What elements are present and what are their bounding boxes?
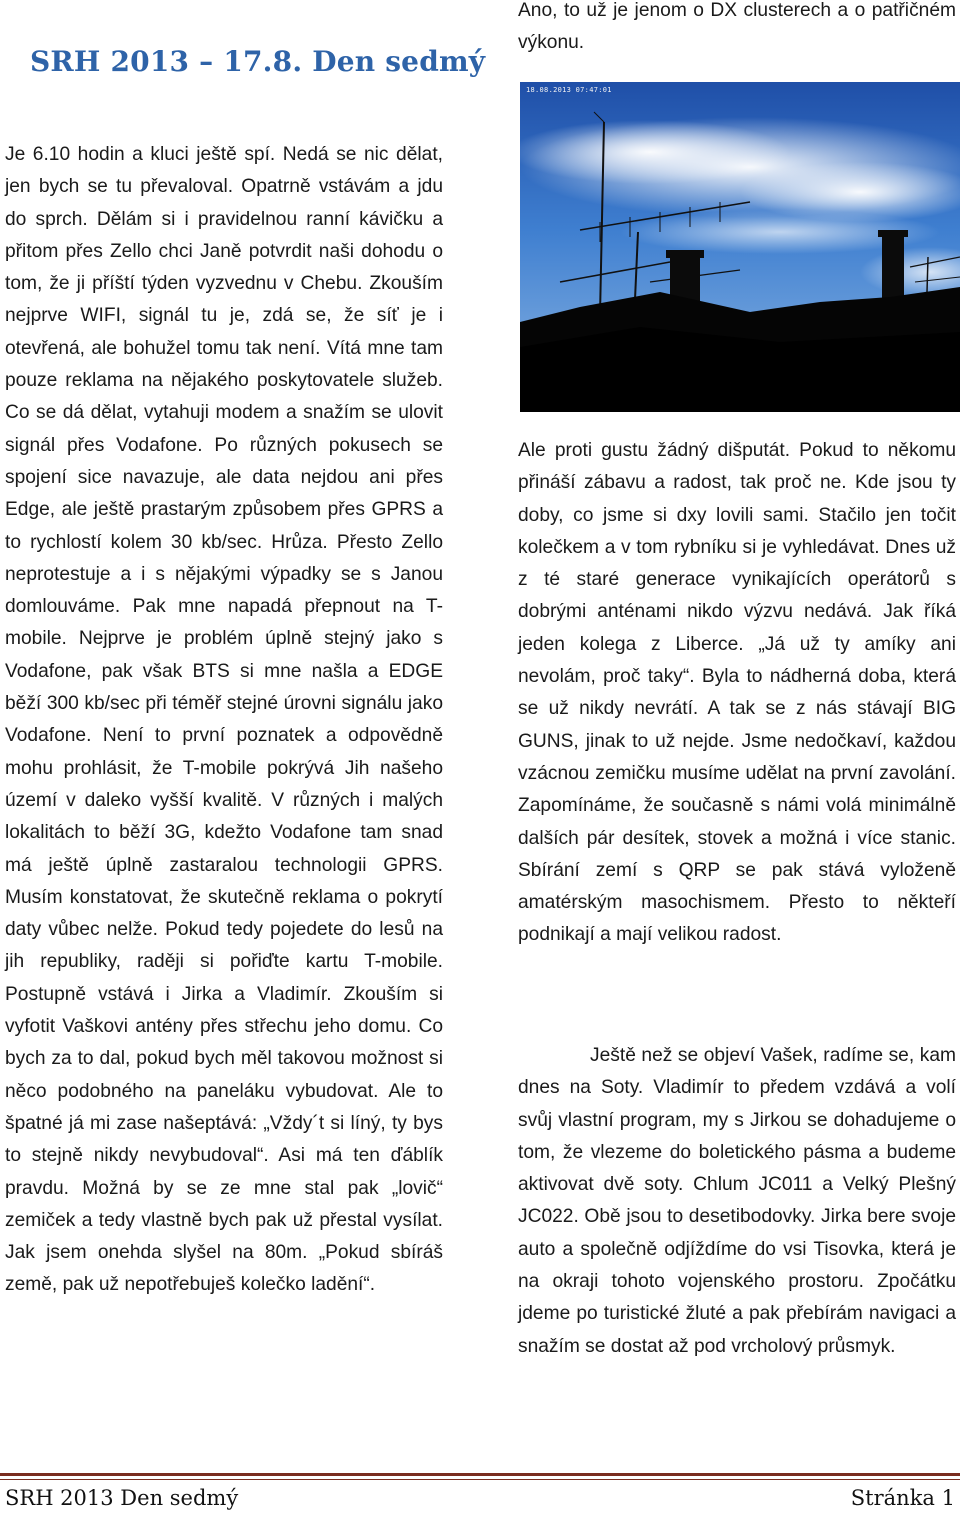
- right-column-intro-text: Ano, to už je jenom o DX clusterech a o patřičném výkonu.: [518, 0, 956, 54]
- right-column-paragraph-2: Ještě než se objeví Vašek, radíme se, kam dnes na Soty. Vladimír to předem vzdává a volí svůj vlastní program, my s Jirkou se dohadujeme o tom, že vlezeme do boletického pásma a budeme aktivovat dvě soty. Chlum JC011 a Velký Plešný JC022. Obě jsou to desetibodovky. Jirka bere svoje auto a společně odjíždíme do vsi Tisovka, která je na okraji tohoto vojenského prostoru. Zpočátku jdeme po turistické žluté a pak přebírám navigaci a snažím se dostat až pod vrcholový průsmyk.: [518, 1045, 956, 1357]
- footer-document-title: SRH 2013 Den sedmý: [5, 1486, 239, 1510]
- left-column-paragraph: Je 6.10 hodin a kluci ještě spí. Nedá se nic dělat, jen bych se tu převaloval. Opatrně vstávám a jdu do sprch. Dělám si i pravidelnou ranní kávičku a přitom přes Zello chci Janě potvrdit naši dohodu o tom, že ji příští týden vyzvednu v Chebu. Zkouším nejprve WIFI, signál tu je, zdá se, že síť je i otevřená, ale bohužel tomu tak není. Vítá mne tam pouze reklama na nějakého poskytovatele služeb. Co se dá dělat, vytahuji modem a snažím se ulovit signál přes Vodafone. Po různých pokusech se spojení sice navazuje, ale data nejdou ani přes Edge, ale ještě prastarým způsobem přes GPRS a to rychlostí kolem 30 kb/sec. Hrůza. Přesto Zello neprotestuje a i s nějakými výpadky se s Janou domlouváme. Pak mne napadá přepnout na T-mobile. Nejprve je problém úplně stejný jako s Vodafone, pak však BTS si mne našla a EDGE běží 300 kb/sec při téměř stejné úrovni signálu jako Vodafone. Není to první poznatek a odpovědně mohu prohlásit, že T-mobile pokrývá Jih našeho území v daleko vyšší kvalitě. V různých i malých lokalitách to běží 3G, kdežto Vodafone tam snad má ještě úplně zastaralou technologii GPRS. Musím konstatovat, že skutečně reklama o pokrytí daty vůbec nelže. Pokud tedy pojedete do lesů na jih republiky, raději si pořiďte kartu T-mobile. Postupně vstává i Jirka a Vladimír. Zkouším si vyfotit Vaškovi antény přes střechu jeho domu. Co bych za to dal, pokud bych měl takovou možnost si něco podobného na paneláku vybudovat. Ale to špatné já mi zase našeptává: „Vždy´t si líný, ty bys to stejně nikdy nevybudoval“. Asi má ten ďáblík pravdu. Možná by se ze mne stal pak „lovič“ zemiček a tedy vlastně bych pak už přestal vysílat. Jak jsem onehda slyšel na 80m. „Pokud sbíráš země, pak už nepotřebuješ kolečko ladění“.: [5, 144, 443, 1296]
- photo-timestamp: 18.08.2013 07:47:01: [526, 86, 612, 94]
- page-title: SRH 2013 – 17.8. Den sedmý: [30, 45, 486, 78]
- right-column-paragraph-1: Ale proti gustu žádný dišputát. Pokud to někomu přináší zábavu a radost, tak proč ne. Kde jsou ty doby, co jsme si dxy lovili sami. Stačilo jen točit kolečkem a v tom rybníku si je vyhledávat. Dnes už z té staré generace vynikajících operátorů s dobrými anténami nikdo výzvu nedává. Jak říká jeden kolega z Liberce. „Já už ty amíky ani nevolám, proč taky“. Byla to nádherná doba, která se už nikdy nevrátí. A tak se z nás stávají BIG GUNS, jinak to už nejde. Jsme nedočkaví, každou vzácnou zemičku musíme udělat na první zavolání. Zapomínáme, že současně s námi volá minimálně dalších pár desítek, stovek a možná i více stanic. Sbírání zemí s QRP se pak stává vyloženě amatérským masochismem. Přesto to někteří podnikají a mají velikou radost.: [518, 440, 956, 946]
- antenna-photo: [520, 82, 960, 412]
- footer-divider-thin: [0, 1479, 960, 1480]
- antenna-photo-icon: [520, 82, 960, 412]
- footer-divider-thick: [0, 1473, 960, 1476]
- footer-page-number: Stránka 1: [850, 1486, 955, 1510]
